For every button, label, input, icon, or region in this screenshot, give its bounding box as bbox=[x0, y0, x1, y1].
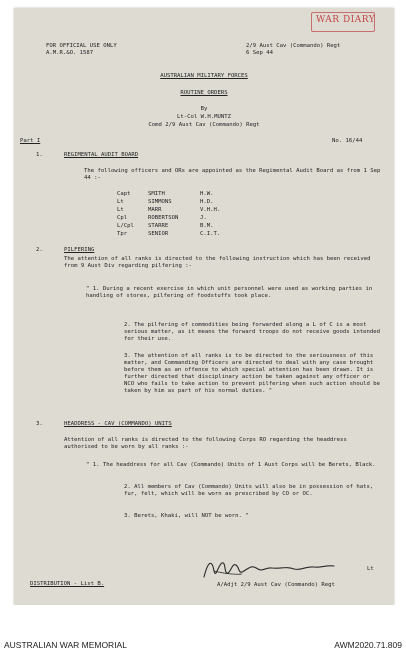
section-3-number: 3. bbox=[36, 421, 43, 427]
war-diary-stamp bbox=[311, 12, 375, 32]
force-heading: AUSTRALIAN MILITARY FORCES bbox=[160, 73, 248, 79]
board-member-name: ROBERTSON bbox=[148, 215, 179, 221]
issuing-unit: 2/9 Aust Cav (Commando) Regt bbox=[246, 43, 341, 49]
board-member-rank: Cpl bbox=[117, 215, 128, 221]
signatory-appointment: A/Adjt 2/9 Aust Cav (Commando) Regt bbox=[217, 582, 335, 588]
board-member-name: MARR bbox=[148, 207, 162, 213]
board-member-name: SMITH bbox=[148, 191, 165, 197]
archive-footer bbox=[0, 605, 406, 653]
pilfering-paragraph: " 1. During a recent exercise in which unit personnel were used as working parties in handling of stores, pilfering of foodstuffs took place. bbox=[86, 286, 373, 299]
board-member-name: STARRE bbox=[148, 223, 169, 229]
archive-accession-number: AWM2020.71.809 bbox=[334, 640, 402, 650]
section-1-title: REGIMENTAL AUDIT BOARD bbox=[64, 152, 139, 158]
section-3-intro: Attention of all ranks is directed to the following Corps RO regarding the headdress authorised to be worn by all ranks :- bbox=[64, 437, 347, 450]
orders-title: ROUTINE ORDERS bbox=[180, 90, 228, 96]
section-1-number: 1. bbox=[36, 152, 43, 158]
by-line: By bbox=[200, 106, 208, 112]
board-member-name: SENIOR bbox=[148, 231, 169, 237]
section-2-number: 2. bbox=[36, 247, 43, 253]
board-member-initials: B.M. bbox=[200, 223, 214, 229]
board-member-rank: Lt bbox=[117, 207, 124, 213]
section-3-title: HEADDRESS - CAV (COMMANDO) UNITS bbox=[64, 421, 172, 427]
archive-name: AUSTRALIAN WAR MEMORIAL bbox=[4, 640, 127, 650]
headdress-paragraph: 3. Berets, Khaki, will NOT be worn. " bbox=[124, 513, 249, 519]
commander-name: Lt-Col W.H.MUNTZ bbox=[177, 114, 231, 120]
war-diary-stamp-text: WAR DIARY bbox=[316, 15, 376, 25]
board-member-initials: H.D. bbox=[200, 199, 214, 205]
section-2-title: PILFERING bbox=[64, 247, 95, 253]
order-number: No. 16/44 bbox=[332, 138, 363, 144]
security-caveat: FOR OFFICIAL USE ONLY bbox=[46, 43, 117, 49]
board-member-initials: H.W. bbox=[200, 191, 214, 197]
board-member-rank: L/Cpl bbox=[117, 223, 134, 229]
headdress-paragraph: 2. All members of Cav (Commando) Units will also be in possession of hats, fur, felt, which will be worn as prescribed by CO or OC. bbox=[124, 484, 374, 497]
form-reference: A.M.R.&O. 1587 bbox=[46, 50, 94, 56]
part-label: Part I bbox=[20, 138, 41, 144]
pilfering-paragraph: 3. The attention of all ranks is to be directed to the seriousness of this matter, and Commanding Officers are directed to deal with any case brought before them as an offence to which special attention has been drawn. It is further directed that disciplinary action be taken against any officer or NCO who fails to take action to prevent pilfering when such action should be taken by him as part of his normal duties. " bbox=[124, 353, 380, 394]
section-2-intro: The attention of all ranks is directed to the following instruction which has been received from 9 Aust Div regarding pilfering :- bbox=[64, 256, 371, 269]
handwritten-signature bbox=[202, 557, 342, 583]
board-member-name: SIMMONS bbox=[148, 199, 172, 205]
board-member-rank: Lt bbox=[117, 199, 124, 205]
board-member-initials: J. bbox=[200, 215, 207, 221]
pilfering-paragraph: 2. The pilfering of commodities being forwarded along a L of C is a most serious matter, as it means the forward troops do not receive goods intended for their use. bbox=[124, 322, 380, 342]
command-title: Comd 2/9 Aust Cav (Commando) Regt bbox=[148, 122, 260, 128]
issue-date: 6 Sep 44 bbox=[246, 50, 273, 56]
board-member-initials: C.I.T. bbox=[200, 231, 221, 237]
section-1-intro: The following officers and ORs are appointed as the Regimental Audit Board as from 1 Sep 44 :- bbox=[84, 168, 381, 181]
board-member-rank: Tpr bbox=[117, 231, 128, 237]
board-member-initials: V.H.H. bbox=[200, 207, 221, 213]
board-member-rank: Capt bbox=[117, 191, 131, 197]
distribution-line: DISTRIBUTION - List B. bbox=[30, 581, 105, 587]
signatory-rank: Lt bbox=[367, 566, 374, 572]
headdress-paragraph: " 1. The headdress for all Cav (Commando) Units of 1 Aust Corps will be Berets, Black. bbox=[86, 462, 376, 468]
document-page bbox=[14, 8, 394, 605]
